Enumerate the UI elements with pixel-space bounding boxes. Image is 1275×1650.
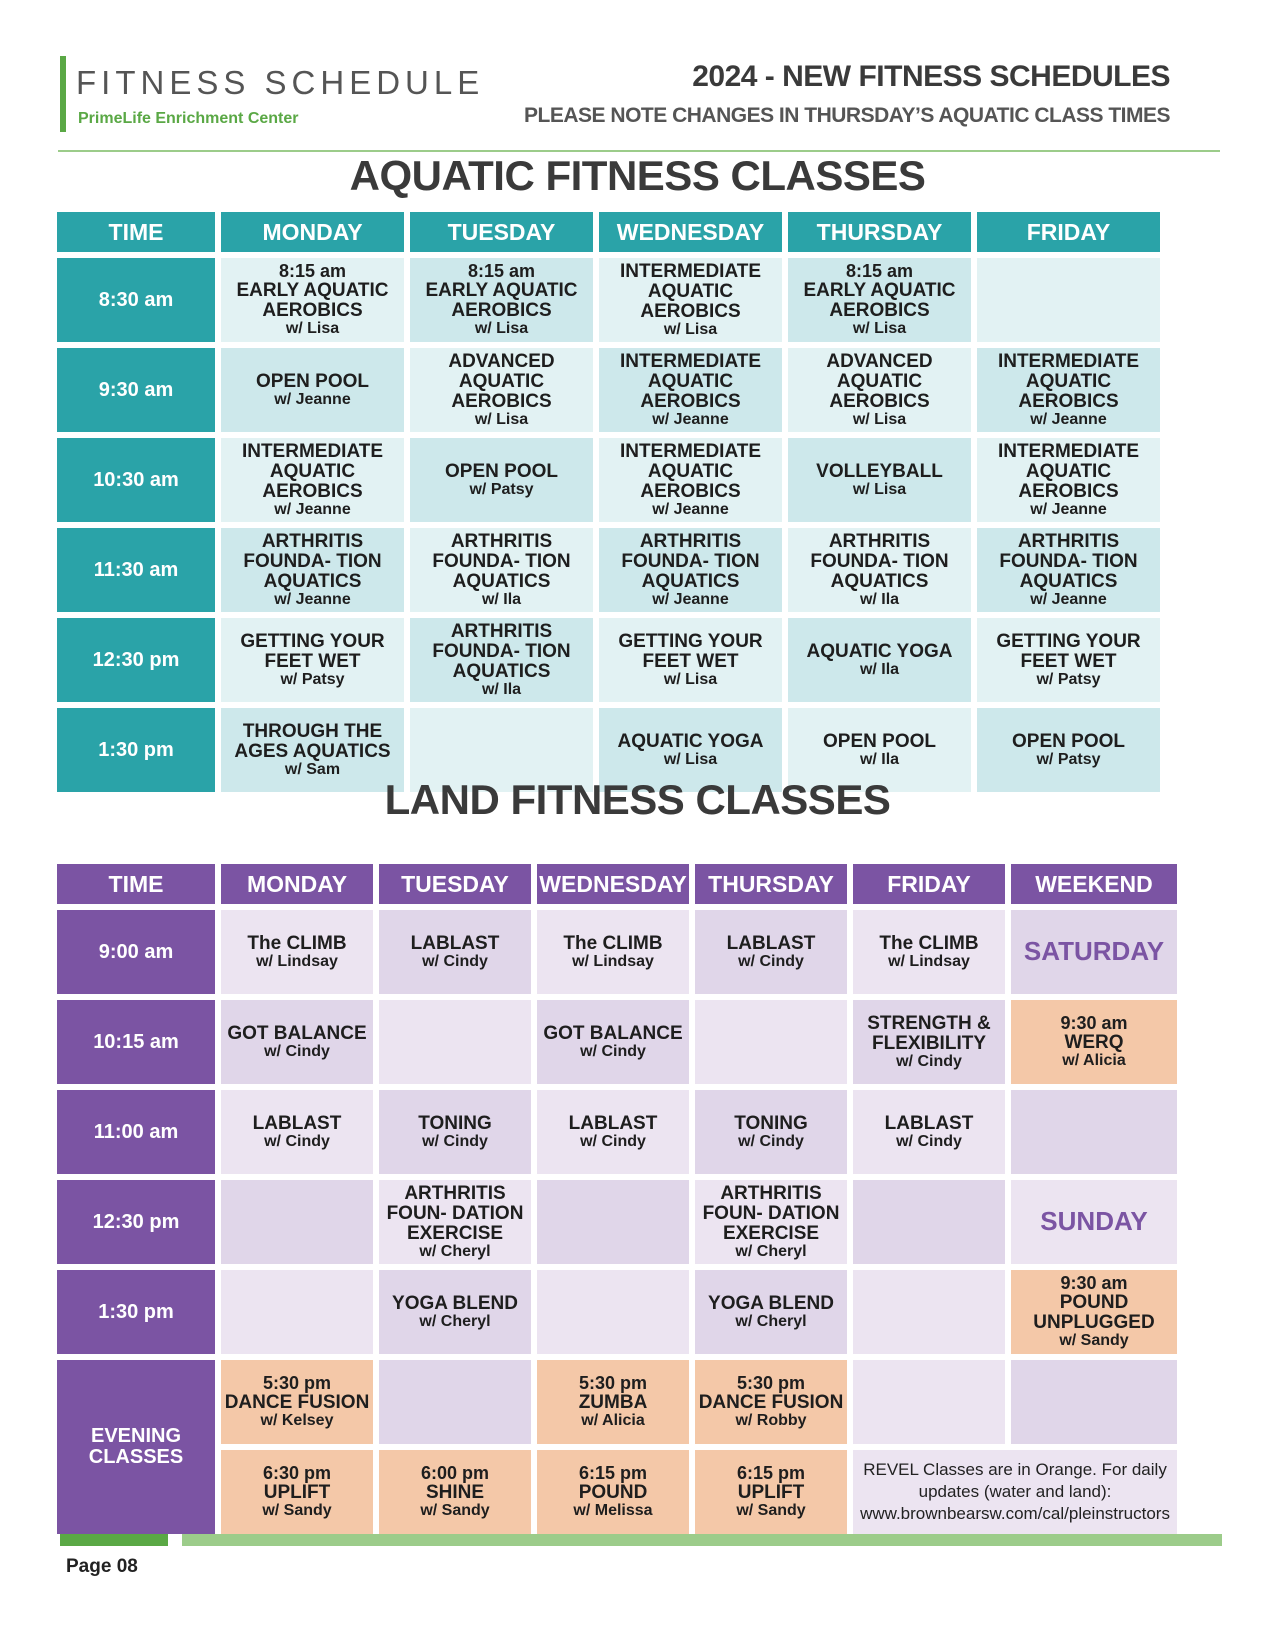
class-cell [537,1270,689,1354]
class-cell [221,1000,373,1084]
class-cell [410,348,593,432]
class-cell [788,618,971,702]
class-cell [599,438,782,522]
class-instructor: w/ Cindy [422,1132,488,1150]
class-time: 6:00 pm [420,1463,490,1484]
class-instructor: w/ Patsy [469,480,534,498]
class-cell [695,1090,847,1174]
class-name: SHINE [425,1482,485,1504]
evening-classes-label: EVENING CLASSES [57,1360,215,1534]
class-name: WERQ [1064,1032,1124,1054]
class-name: YOGA BLEND [708,1292,834,1314]
class-name: EARLY AQUATIC AEROBICS [425,280,578,322]
class-cell [410,618,593,702]
class-cell [221,1360,373,1444]
class-name: OPEN POOL [1012,730,1125,752]
time-label: 1:30 pm [57,1270,215,1354]
class-name: THROUGH THE AGES AQUATICS [234,720,391,762]
class-name: LABLAST [252,1112,342,1134]
class-cell [977,528,1160,612]
time-label: 1:30 pm [57,708,215,792]
class-cell [695,1180,847,1264]
class-cell [977,438,1160,522]
class-cell [977,348,1160,432]
class-cell [788,528,971,612]
class-name: INTERMEDIATE AQUATIC AEROBICS [619,440,762,502]
class-cell [410,528,593,612]
class-time: 6:15 pm [578,1463,648,1484]
class-name: AQUATIC YOGA [806,640,953,662]
class-time: 9:30 am [1060,1013,1128,1034]
class-time: 5:30 pm [578,1373,648,1394]
class-cell [221,618,404,702]
class-instructor: w/ Lisa [663,750,718,768]
class-cell [599,348,782,432]
land-schedule-table [57,864,1218,1534]
class-cell [695,1270,847,1354]
class-name: STRENGTH & FLEXIBILITY [867,1012,991,1054]
class-cell [379,1360,531,1444]
column-header: TIME [57,212,215,252]
class-instructor: w/ Cindy [738,1132,804,1150]
class-name: LABLAST [568,1112,658,1134]
class-name: VOLLEYBALL [816,460,943,482]
class-cell [599,258,782,342]
class-name: ARTHRITIS FOUN- DATION EXERCISE [386,1182,524,1244]
class-name: YOGA BLEND [392,1292,518,1314]
class-cell [379,1000,531,1084]
class-name: GOT BALANCE [543,1022,683,1044]
class-name: ARTHRITIS FOUNDA- TION AQUATICS [243,530,382,592]
class-cell [1011,1090,1177,1174]
class-cell [853,1090,1005,1174]
time-label: 9:30 am [57,348,215,432]
column-header: THURSDAY [695,864,847,904]
class-cell [695,1450,847,1534]
class-cell [379,1450,531,1534]
time-label: 9:00 am [57,910,215,994]
class-name: OPEN POOL [256,370,369,392]
class-instructor: w/ Cheryl [419,1242,491,1260]
land-section-title: LAND FITNESS CLASSES [384,776,891,823]
class-instructor: w/ Lisa [852,410,907,428]
class-cell [537,1090,689,1174]
class-cell [1011,1360,1177,1444]
class-instructor: w/ Lisa [285,319,340,337]
class-time: 9:30 am [1060,1273,1128,1294]
class-name: INTERMEDIATE AQUATIC AEROBICS [241,440,384,502]
class-instructor: w/ Jeanne [1030,590,1107,608]
column-header: WEDNESDAY [537,864,689,904]
class-name: ADVANCED AQUATIC AEROBICS [826,350,933,412]
class-cell [599,528,782,612]
class-name: ZUMBA [578,1392,648,1414]
class-cell [977,618,1160,702]
class-cell [695,910,847,994]
class-name: ARTHRITIS FOUNDA- TION AQUATICS [432,530,571,592]
class-instructor: w/ Cindy [264,1132,330,1150]
footer-bar [182,1534,1222,1546]
class-name: LABLAST [410,932,500,954]
page-title: FITNESS SCHEDULE [76,64,485,101]
class-cell [1011,1000,1177,1084]
class-cell [221,1090,373,1174]
class-cell [1011,1270,1177,1354]
page-number: Page 08 [66,1556,138,1577]
class-instructor: w/ Lisa [663,670,718,688]
footer-bar-accent [60,1534,168,1546]
class-time: 6:15 pm [736,1463,806,1484]
class-instructor: w/ Cheryl [419,1312,491,1330]
class-name: UPLIFT [737,1482,805,1504]
class-cell [221,528,404,612]
class-instructor: w/ Alicia [581,1412,645,1430]
class-time: 8:15 am [278,261,347,282]
class-instructor: w/ Cindy [264,1042,330,1060]
class-cell [537,1360,689,1444]
class-name: OPEN POOL [445,460,558,482]
class-cell [221,258,404,342]
class-instructor: w/ Cheryl [735,1312,807,1330]
schedule-notice: PLEASE NOTE CHANGES IN THURSDAY’S AQUATIC CLASS TIMES [524,104,1170,127]
class-cell [599,618,782,702]
class-name: ARTHRITIS FOUNDA- TION AQUATICS [432,620,571,682]
class-instructor: w/ Cindy [422,952,488,970]
time-label: 11:30 am [57,528,215,612]
class-name: GETTING YOUR FEET WET [996,630,1141,672]
class-cell [410,258,593,342]
class-instructor: w/ Lisa [663,320,718,338]
class-instructor: w/ Jeanne [652,410,729,428]
class-name: The CLIMB [247,932,347,954]
class-instructor: w/ Jeanne [652,590,729,608]
class-instructor: w/ Lisa [852,480,907,498]
class-cell [788,438,971,522]
class-name: INTERMEDIATE AQUATIC AEROBICS [619,260,762,322]
weekend-day-label: SUNDAY [1040,1206,1148,1237]
column-header: WEEKEND [1011,864,1177,904]
weekend-day-label: SATURDAY [1023,936,1165,967]
column-header: TIME [57,864,215,904]
class-instructor: w/ Sandy [1059,1331,1129,1349]
class-instructor: w/ Jeanne [274,500,351,518]
class-name: INTERMEDIATE AQUATIC AEROBICS [619,350,762,412]
column-header: TUESDAY [410,212,593,252]
class-cell [977,258,1160,342]
class-name: AQUATIC YOGA [617,730,764,752]
class-name: TONING [418,1112,492,1134]
column-header: THURSDAY [788,212,971,252]
class-instructor: w/ Cindy [738,952,804,970]
class-instructor: w/ Alicia [1062,1052,1126,1070]
class-instructor: w/ Patsy [280,670,345,688]
class-instructor: w/ Jeanne [1030,410,1107,428]
class-name: GETTING YOUR FEET WET [240,630,385,672]
class-time: 8:15 am [845,261,914,282]
column-header: FRIDAY [853,864,1005,904]
class-cell [1011,1180,1177,1264]
class-name: ARTHRITIS FOUNDA- TION AQUATICS [621,530,760,592]
class-name: The CLIMB [879,932,979,954]
class-cell [379,1090,531,1174]
class-instructor: w/ Ila [859,660,900,678]
class-instructor: w/ Ila [859,590,900,608]
column-header: TUESDAY [379,864,531,904]
class-name: DANCE FUSION [698,1392,844,1414]
class-name: The CLIMB [563,932,663,954]
class-name: UPLIFT [263,1482,331,1504]
class-cell [221,438,404,522]
column-header: FRIDAY [977,212,1160,252]
class-instructor: w/ Lisa [474,319,529,337]
time-label: 12:30 pm [57,618,215,702]
class-time: 5:30 pm [262,1373,332,1394]
class-instructor: w/ Lindsay [256,952,338,970]
time-label: 11:00 am [57,1090,215,1174]
class-name: EARLY AQUATIC AEROBICS [236,280,389,322]
class-cell [853,1360,1005,1444]
class-name: DANCE FUSION [224,1392,370,1414]
class-cell [788,348,971,432]
class-cell [853,1000,1005,1084]
schedule-headline: 2024 - NEW FITNESS SCHEDULES [692,60,1170,93]
class-name: ADVANCED AQUATIC AEROBICS [448,350,555,412]
class-cell [221,348,404,432]
class-instructor: w/ Cindy [580,1132,646,1150]
class-instructor: w/ Lindsay [888,952,970,970]
class-cell [379,1180,531,1264]
class-name: EARLY AQUATIC AEROBICS [803,280,956,322]
column-header: WEDNESDAY [599,212,782,252]
class-cell [221,910,373,994]
time-label: 10:30 am [57,438,215,522]
class-name: POUND [578,1482,648,1504]
class-name: LABLAST [884,1112,974,1134]
class-time: 6:30 pm [262,1463,332,1484]
class-cell [221,1450,373,1534]
class-name: ARTHRITIS FOUN- DATION EXERCISE [702,1182,840,1244]
class-cell [410,438,593,522]
class-time: 5:30 pm [736,1373,806,1394]
class-instructor: w/ Kelsey [260,1412,334,1430]
class-instructor: w/ Sandy [736,1502,806,1520]
class-instructor: w/ Ila [859,750,900,768]
class-name: GOT BALANCE [227,1022,367,1044]
class-instructor: w/ Jeanne [274,590,351,608]
class-instructor: w/ Cindy [896,1052,962,1070]
class-cell [853,1180,1005,1264]
class-time: 8:15 am [467,261,536,282]
aquatic-schedule-table [57,212,1218,792]
class-instructor: w/ Cindy [580,1042,646,1060]
class-name: LABLAST [726,932,816,954]
column-header: MONDAY [221,864,373,904]
class-instructor: w/ Lisa [852,319,907,337]
class-instructor: w/ Patsy [1036,670,1101,688]
class-instructor: w/ Jeanne [652,500,729,518]
column-header: MONDAY [221,212,404,252]
class-instructor: w/ Cheryl [735,1242,807,1260]
class-cell [537,910,689,994]
class-instructor: w/ Patsy [1036,750,1101,768]
class-instructor: w/ Cindy [896,1132,962,1150]
class-cell [379,1270,531,1354]
class-instructor: w/ Ila [481,680,522,698]
class-cell [695,1360,847,1444]
class-name: INTERMEDIATE AQUATIC AEROBICS [997,440,1140,502]
class-instructor: w/ Ila [481,590,522,608]
class-instructor: w/ Melissa [573,1502,653,1520]
class-cell [537,1180,689,1264]
class-instructor: w/ Sandy [262,1502,332,1520]
class-cell [537,1000,689,1084]
class-name: GETTING YOUR FEET WET [618,630,763,672]
class-cell [379,910,531,994]
class-name: POUND UNPLUGGED [1033,1292,1155,1334]
class-instructor: w/ Lindsay [572,952,654,970]
class-cell [853,1270,1005,1354]
class-instructor: w/ Jeanne [274,390,351,408]
class-cell [788,258,971,342]
class-name: TONING [734,1112,808,1134]
time-label: 8:30 am [57,258,215,342]
time-label: 10:15 am [57,1000,215,1084]
class-name: OPEN POOL [823,730,936,752]
class-cell [1011,910,1177,994]
class-instructor: w/ Lisa [474,410,529,428]
class-cell [221,1180,373,1264]
aquatic-section-title: AQUATIC FITNESS CLASSES [349,152,926,199]
class-cell [537,1450,689,1534]
class-instructor: w/ Robby [735,1412,807,1430]
revel-note: REVEL Classes are in Orange. For daily updates (water and land): www.brownbearsw.com/cal/pleinstructors [853,1450,1177,1534]
class-name: INTERMEDIATE AQUATIC AEROBICS [997,350,1140,412]
class-cell [221,1270,373,1354]
header-accent-bar [60,56,66,132]
class-cell [853,910,1005,994]
class-instructor: w/ Sandy [420,1502,490,1520]
class-name: ARTHRITIS FOUNDA- TION AQUATICS [999,530,1138,592]
class-instructor: w/ Jeanne [1030,500,1107,518]
page-subtitle: PrimeLife Enrichment Center [78,110,299,127]
time-label: 12:30 pm [57,1180,215,1264]
class-name: ARTHRITIS FOUNDA- TION AQUATICS [810,530,949,592]
class-cell [695,1000,847,1084]
class-instructor: w/ Sam [284,760,341,778]
